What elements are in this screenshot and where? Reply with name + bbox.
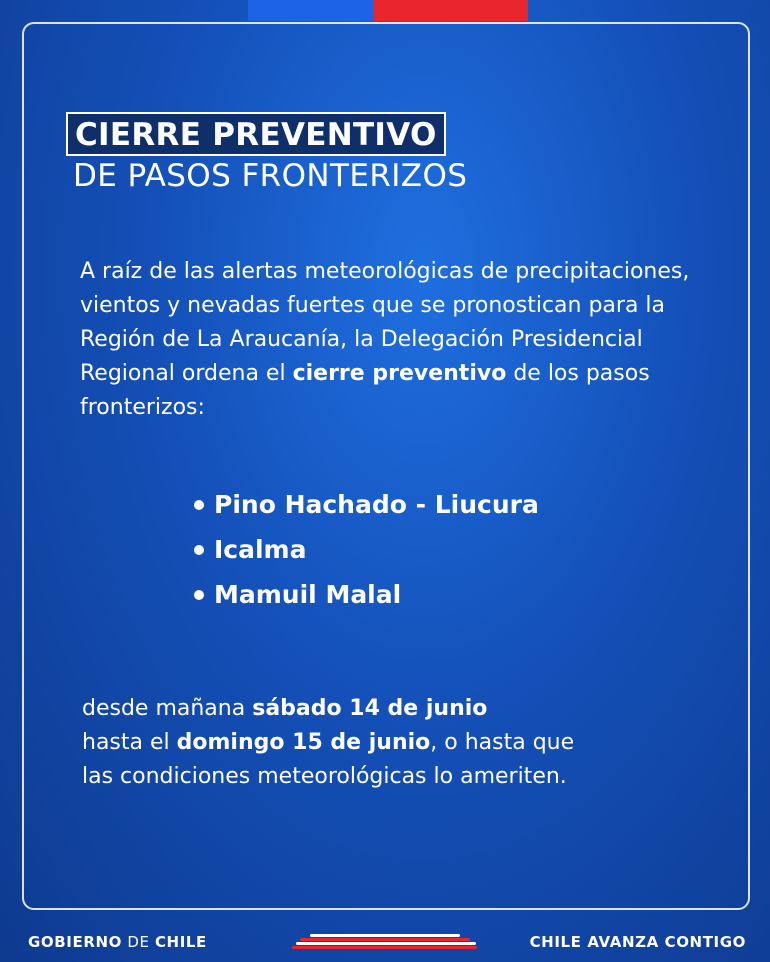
flag-stripes-icon [290, 932, 480, 952]
dates-line-from [82, 692, 722, 726]
list-item [192, 527, 539, 572]
crossing-name: Pino Hachado - Liucura [214, 490, 539, 519]
top-red-bar [374, 0, 528, 21]
from-date: sábado 14 de junio [252, 696, 488, 721]
border-crossing-list [192, 482, 539, 617]
title-subline: DE PASOS FRONTERIZOS [73, 158, 468, 194]
bullet-icon [194, 500, 204, 510]
footer-left-word3: CHILE [154, 933, 207, 951]
announcement-text [80, 255, 720, 425]
dates-line-conditions: las condiciones meteorológicas lo ameriten. [82, 764, 567, 789]
bullet-icon [194, 590, 204, 600]
dates-line-until [82, 726, 722, 760]
until-prefix: hasta el [82, 730, 177, 755]
campaign-slogan: CHILE AVANZA CONTIGO [529, 933, 746, 951]
until-suffix: , o hasta que [430, 730, 575, 755]
announcement-part1: A raíz de las alertas meteorológicas de precipitaciones, vientos y nevadas fuertes que se pronostican para la Región de La Araucanía, la Delegación Presidencial Regional ordena el [80, 259, 690, 386]
footer [0, 920, 770, 962]
until-date: domingo 15 de junio [176, 730, 431, 755]
announcement-part2: de los pasos fronterizos: [80, 361, 650, 420]
title-highlight: CIERRE PREVENTIVO [66, 112, 446, 156]
crossing-name: Icalma [214, 535, 307, 564]
list-item [192, 482, 539, 527]
announcement-bold: cierre preventivo [292, 361, 507, 386]
from-prefix: desde mañana [82, 696, 253, 721]
list-item [192, 572, 539, 617]
top-blue-bar [248, 0, 374, 21]
crossing-name: Mamuil Malal [214, 580, 402, 609]
dates-text [82, 692, 722, 794]
title-block [66, 112, 467, 196]
footer-left-word2: DE [121, 933, 155, 951]
bullet-icon [194, 545, 204, 555]
top-flag-bars [0, 0, 770, 22]
footer-left-word1: GOBIERNO [28, 933, 122, 951]
government-logo-text [28, 933, 207, 951]
